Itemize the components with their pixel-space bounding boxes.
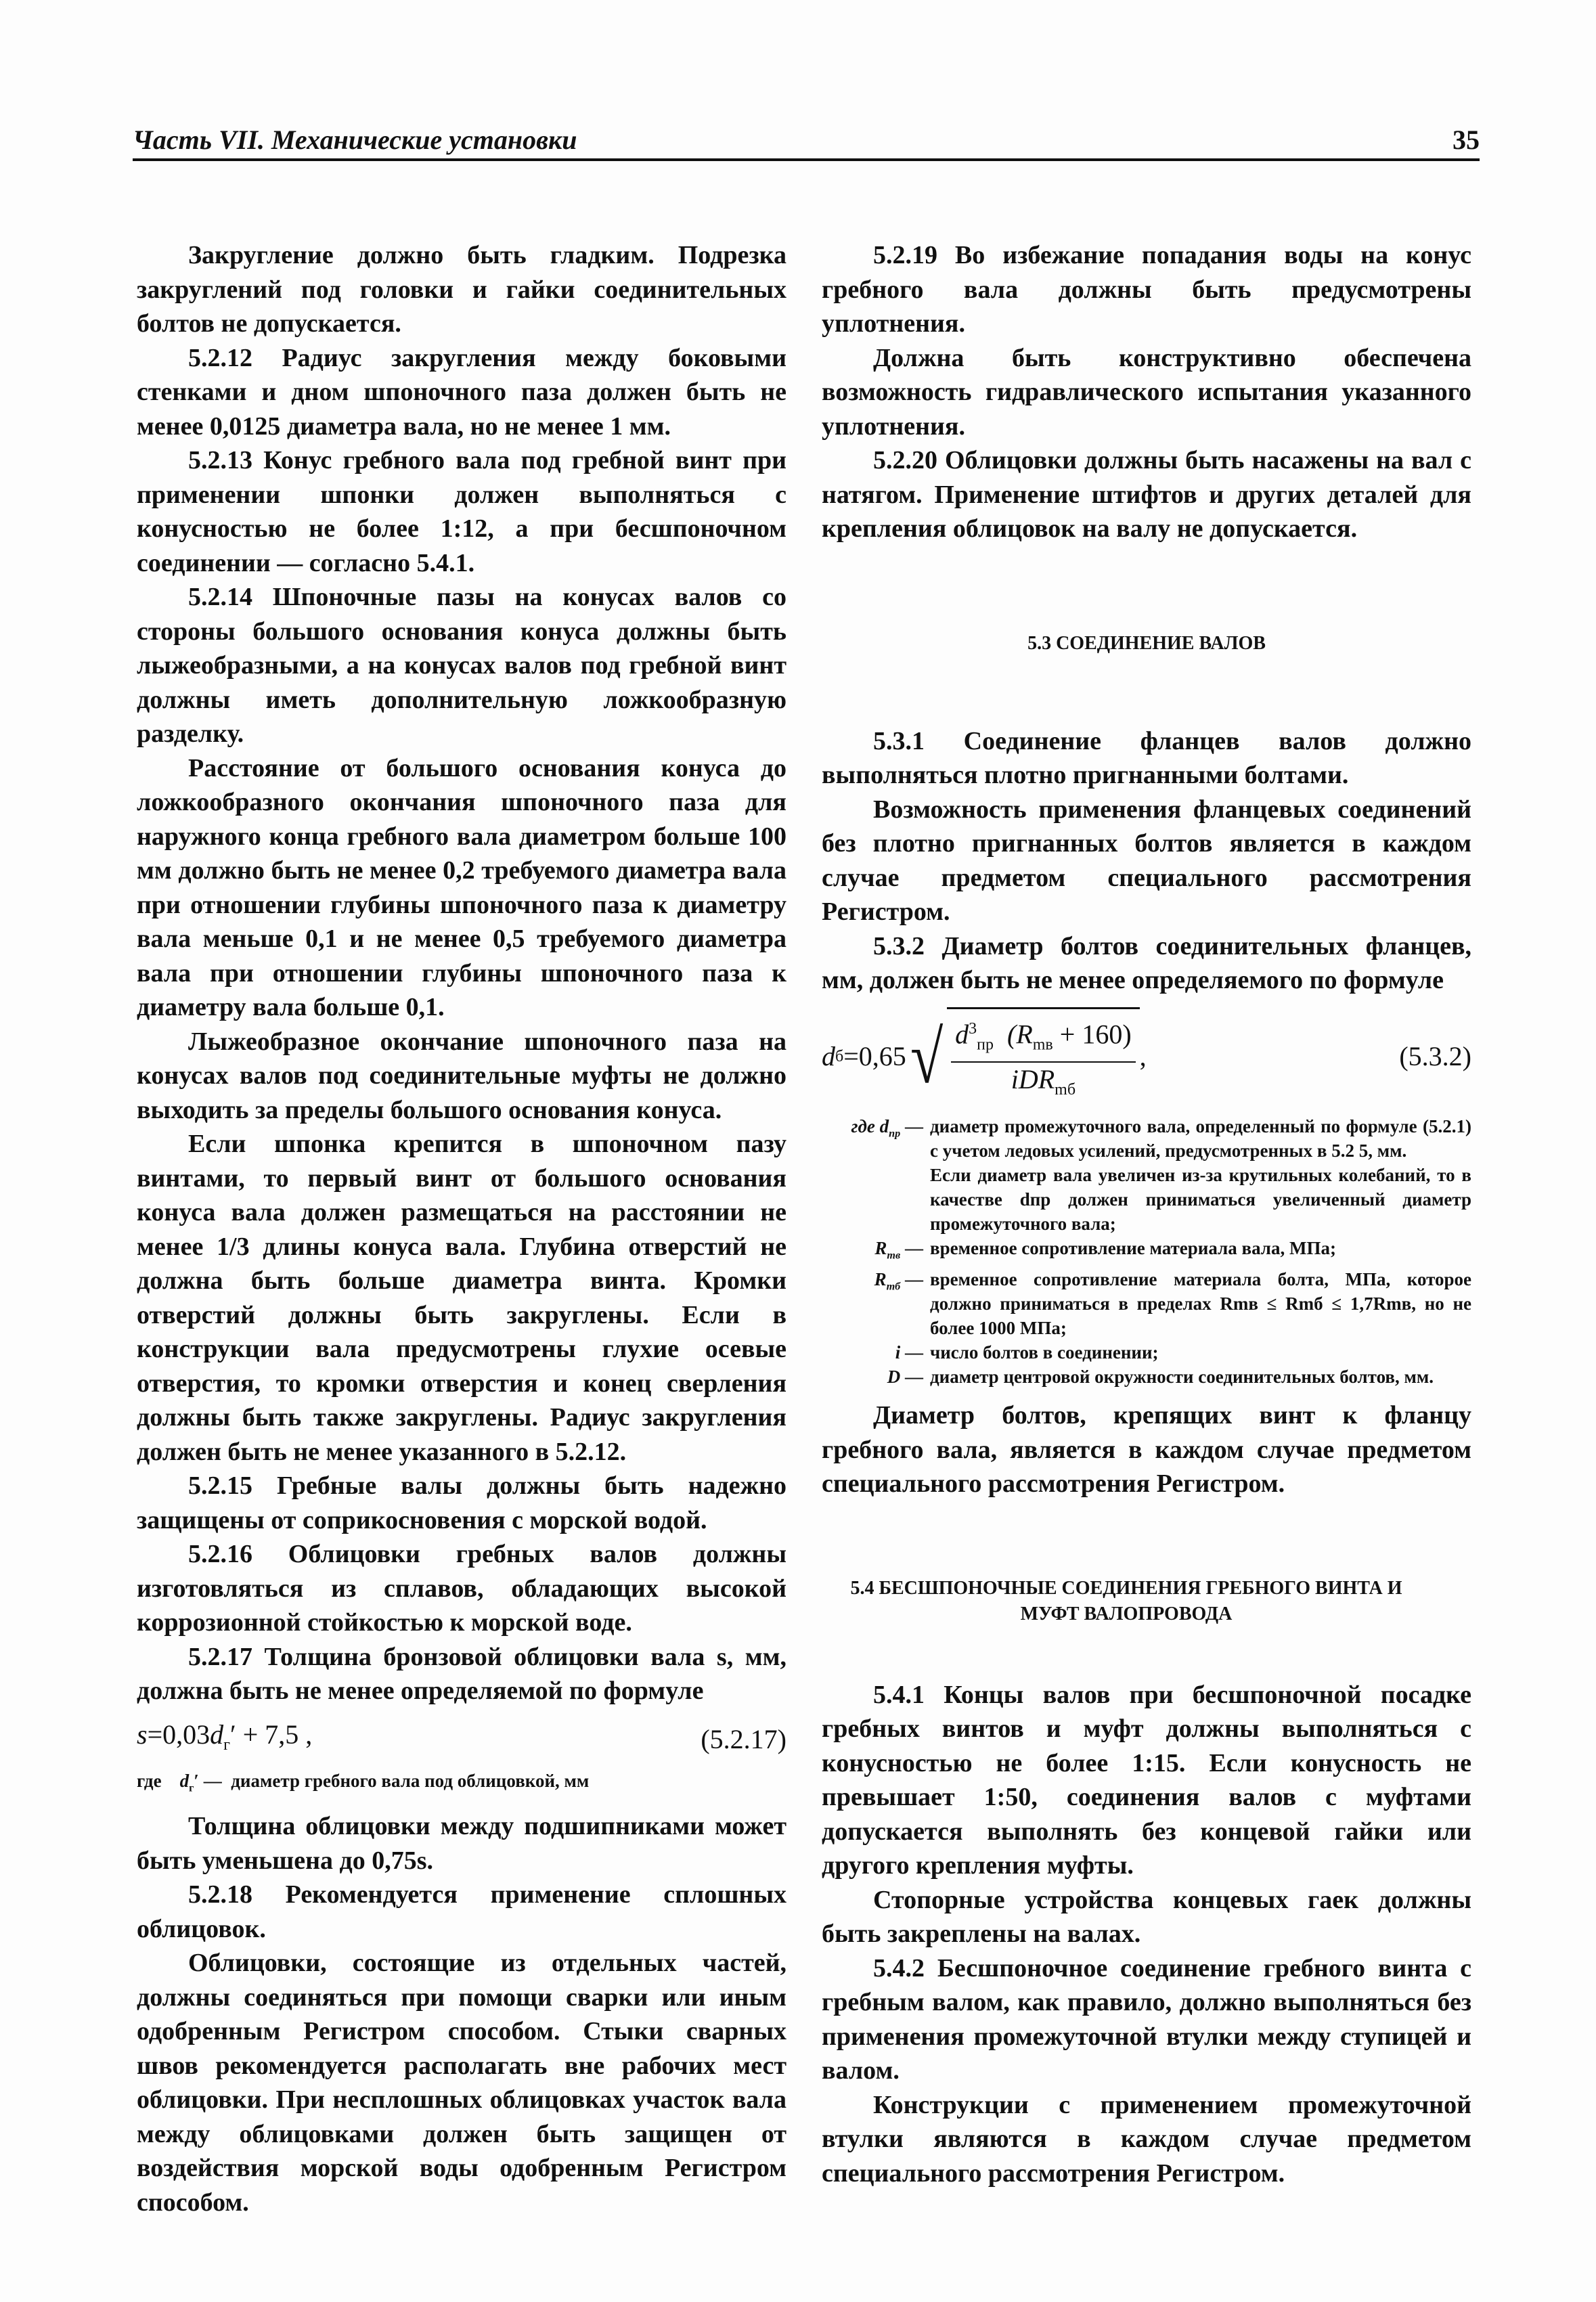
formula-label: (5.3.2) [1399,1041,1471,1072]
paragraph: Конструкции с применением промежуточной втулки являются в каждом случае предметом специального рассмотрения Регистром. [822,2090,1471,2188]
legend-row: Если диаметр вала увеличен из-за крутильных колебаний, то в качестве dпр должен приниматься увеличенный диаметр промежуточного вала; [930,1164,1471,1234]
paragraph: Облицовки, состоящие из отдельных частей, должны соединяться при помощи сварки или иным одобренным Регистром способом. Стыки сварных швов рекомендуется располагать вне рабочих мест облицовки. При несплошных облицовках участок вала между облицовками должен быть защищен от воздействия морской воды одобренным Регистром способом. [137,1949,786,2217]
paragraph: Расстояние от большого основания конуса до ложкообразного окончания шпоночного паза для наружного конца гребного вала диаметром больше 100 мм должно быть не менее 0,2 требуемого диаметра вала при отношении глубины шпоночного паза к диаметру вала меньше 0,1 и не менее 0,5 требуемого диаметра вала при отношении глубины шпоночного паза к диаметру вала больше 0,1. [137,753,786,1021]
formula-legend: где $d_г'$ — диаметр гребного вала под облицовкой, мм [137,1771,590,1794]
paragraph: Лыжеобразное окончание шпоночного паза на конусах валов под соединительные муфты не должно выходить за пределы большого основания конуса. [137,1027,786,1124]
paragraph-5-2-19: 5.2.19 Во избежание попадания воды на конус гребного вала должны быть предусмотрены уплотнения. [822,241,1471,338]
paragraph-5-2-15: 5.2.15 Гребные валы должны быть надежно защищены от соприкосновения с морской водой. [137,1471,786,1534]
square-root: √ $\frac{d^3_{пр} (R_{mв} + 160)}{iDR_{mб}}$ [906,1007,1140,1107]
section-heading-5-3: 5.3 СОЕДИНЕНИЕ ВАЛОВ [1027,632,1266,654]
paragraph: Диаметр болтов, крепящих винт к фланцу гребного вала, является в каждом случае предметом специального рассмотрения Регистром. [822,1401,1471,1499]
paragraph-5-2-20: 5.2.20 Облицовки должны быть насажены на вал с натягом. Применение штифтов и других деталей для крепления облицовок на валу не допускается. [822,446,1471,543]
legend-row: где $d_{пр}$ — диаметр промежуточного вала, определенный по формуле (5.2.1) с учетом ледовых усилений, предусмотренных в 5.2 5, мм. [851,1115,1471,1161]
right-column [822,238,1471,2190]
legend-row: $R_{mв}$ — временное сопротивление материала вала, МПа; [874,1237,1336,1262]
formula-label: (5.2.17) [701,1724,786,1754]
paragraph: Должна быть конструктивно обеспечена возможность гидравлического испытания указанного уплотнения. [822,343,1471,441]
paragraph: Толщина облицовки между подшипниками может быть уменьшена до 0,75s. [137,1812,786,1875]
paragraph-5-2-18: 5.2.18 Рекомендуется применение сплошных облицовок. [137,1880,786,1943]
paragraph-5-4-2: 5.4.2 Бесшпоночное соединение гребного винта с гребным валом, как правило, должно выполняться без применения промежуточной втулки между ступицей и валом. [822,1953,1471,2085]
paragraph-5-2-14: 5.2.14 Шпоночные пазы на конусах валов со стороны большого основания конуса должны быть лыжеобразными, а на конусах валов под гребной винт должны иметь дополнительную ложкообразную разделку. [137,583,786,748]
paragraph-5-2-16: 5.2.16 Облицовки гребных валов должны изготовляться из сплавов, обладающих высокой коррозионной стойкостью к морской воде. [137,1540,786,1637]
formula-legend [822,1114,1471,1389]
running-title: Часть VII. Механические установки [133,125,577,155]
paragraph-5-3-1: 5.3.1 Соединение фланцев валов должно выполняться плотно пригнанными болтами. [822,726,1471,789]
paragraph: Стопорные устройства концевых гаек должны быть закреплены на валах. [822,1885,1471,1949]
section-heading-5-4: 5.4 БЕСШПОНОЧНЫЕ СОЕДИНЕНИЯ ГРЕБНОГО ВИНТА И МУФТ ВАЛОПРОВОДА [850,1577,1402,1624]
paragraph-5-2-13: 5.2.13 Конус гребного вала под гребной винт при применении шпонки должен выполняться с конусностью не более 1:12, а при бесшпоночном соединении — согласно 5.4.1. [137,446,786,577]
paragraph: Возможность применения фланцевых соединений без плотно пригнанных болтов является в каждом случае предметом специального рассмотрения Регистром. [822,795,1471,926]
legend-row: i — число болтов в соединении; [895,1342,1159,1363]
paragraph-5-4-1: 5.4.1 Концы валов при бесшпоночной посадке гребных винтов и муфт должны выполняться с конусностью не более 1:15. Если конусность не превышает 1:50, соединения валов с муфтами допускается выполнять без концевой гайки или другого крепления муфты. [822,1680,1471,1880]
formula-5-2-17: $s=0,03d_г' + 7,5$ , (5.2.17) [137,1718,786,1763]
running-header [133,120,1480,161]
legend-row: D — диаметр центровой окружности соединительных болтов, мм. [887,1367,1434,1388]
paragraph-5-3-2: 5.3.2 Диаметр болтов соединительных фланцев, мм, должен быть не менее определяемого по формуле [822,931,1471,994]
page-number: 35 [1453,125,1480,155]
paragraph: Закругление должно быть гладким. Подрезка закруглений под головки и гайки соединительных болтов не допускается. [137,241,786,338]
legend-row: $R_{mб}$ — временное сопротивление материала болта, МПа, которое должно приниматься в пределах Rmв ≤ Rmб ≤ 1,7Rmв, но не более 1000 МПа; [874,1269,1471,1339]
paragraph-5-2-12: 5.2.12 Радиус закругления между боковыми стенками и дном шпоночного паза должен быть не менее 0,0125 диаметра вала, но не менее 1 мм. [137,343,786,441]
left-column [137,238,786,2219]
paragraph-5-2-17: 5.2.17 Толщина бронзовой облицовки вала s, мм, должна быть не менее определяемой по формуле [137,1642,786,1705]
formula-5-3-2: d б =0,65 √ $\frac{d^3_{пр} (R_{mв} + 160)}{iDR_{mб}}$ , (5.3.2) [822,1007,1471,1107]
paragraph: Если шпонка крепится в шпоночном пазу винтами, то первый винт от большого основания конуса вала должен размещаться на расстоянии не менее 1/3 длины конуса вала. Глубина отверстий не должна быть больше диаметра винта. Кромки отверстий должны быть закруглены. Если в конструкции вала предусмотрены глухие осевые отверстия, то кромки отверстия и конец сверления должны быть также закруглены. Радиус закругления должен быть не менее указанного в 5.2.12. [137,1130,786,1466]
